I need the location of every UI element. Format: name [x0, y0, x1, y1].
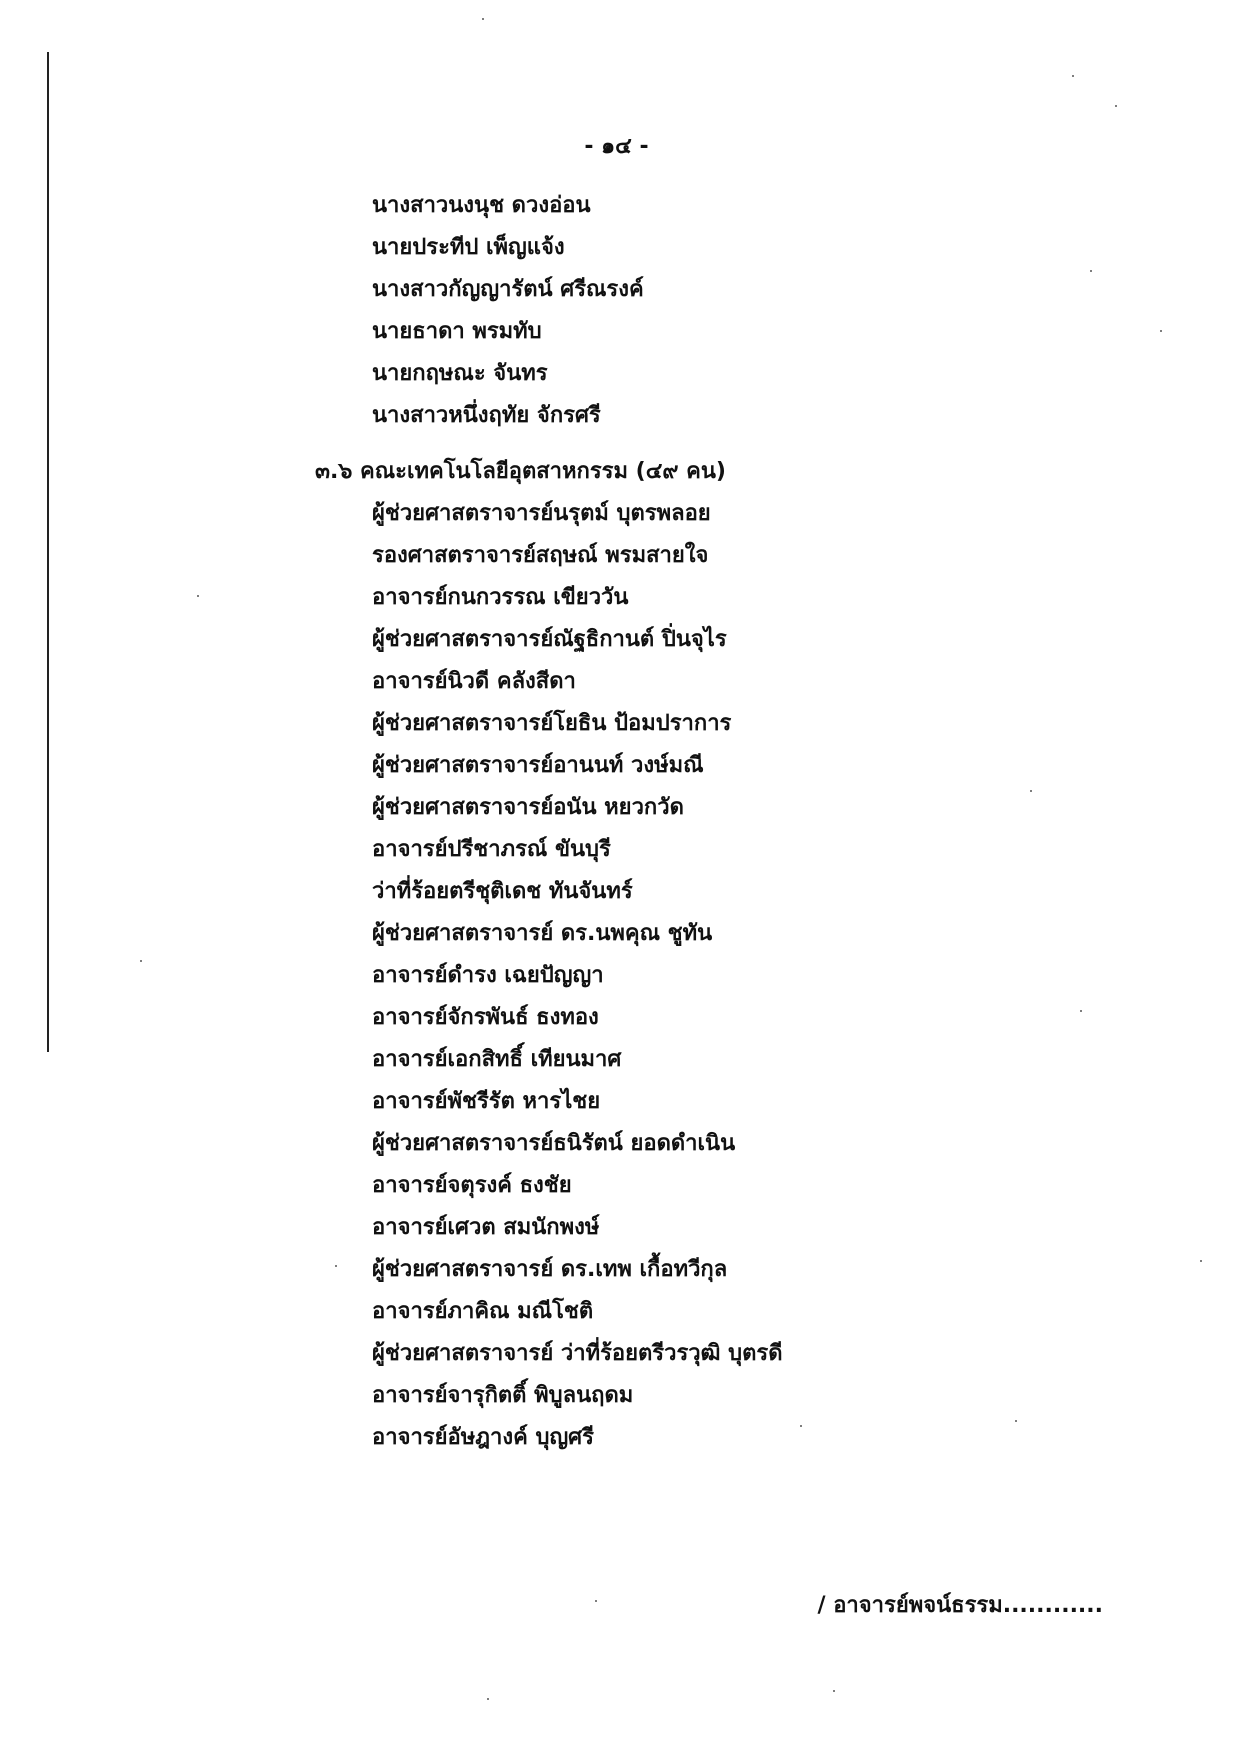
scan-speck [1160, 330, 1162, 332]
scan-speck [1115, 105, 1117, 107]
name-line: อาจารย์พัชรีรัต หารไชย [372, 1089, 601, 1114]
name-line: ผู้ช่วยศาสตราจารย์อนัน หยวกวัด [372, 795, 684, 820]
name-line: อาจารย์นิวดี คลังสีดา [372, 669, 576, 694]
scan-speck [1030, 790, 1032, 792]
name-line: รองศาสตราจารย์สฤษณ์ พรมสายใจ [372, 543, 709, 568]
name-line: ผู้ช่วยศาสตราจารย์ ดร.เทพ เกื้อทวีกุล [372, 1257, 728, 1282]
footer-continuation: / อาจารย์พจน์ธรรม............ [817, 1593, 1103, 1618]
name-line: นางสาวหนึ่งฤทัย จักรศรี [372, 403, 601, 428]
name-line: ผู้ช่วยศาสตราจารย์นรุตม์ บุตรพลอย [372, 501, 711, 526]
name-line: นายกฤษณะ จันทร [372, 361, 548, 386]
scan-speck [335, 1265, 337, 1267]
name-line: นายธาดา พรมทับ [372, 319, 542, 344]
name-line: ผู้ช่วยศาสตราจารย์อานนท์ วงษ์มณี [372, 753, 704, 778]
name-line: อาจารย์จักรพันธ์ ธงทอง [372, 1005, 599, 1030]
scan-speck [197, 595, 199, 597]
name-line: อาจารย์ภาคิณ มณีโชติ [372, 1299, 594, 1324]
name-line: อาจารย์จตุรงค์ ธงชัย [372, 1173, 572, 1198]
page-number: - ๑๔ - [584, 134, 649, 159]
scan-speck [482, 18, 484, 20]
scan-speck [833, 1690, 835, 1692]
name-line: ผู้ช่วยศาสตราจารย์โยธิน ป้อมปราการ [372, 711, 732, 736]
scan-speck [595, 1600, 597, 1602]
name-line: อาจารย์ปรีชาภรณ์ ขันบุรี [372, 837, 611, 862]
scan-speck [1200, 1260, 1202, 1262]
scan-speck [800, 1425, 802, 1427]
name-line: นางสาวนงนุช ดวงอ่อน [372, 193, 591, 218]
scan-speck [1072, 75, 1074, 77]
name-line: อาจารย์เศวต สมนักพงษ์ [372, 1215, 600, 1240]
name-line: อาจารย์เอกสิทธิ์ เทียนมาศ [372, 1047, 622, 1072]
scan-speck [487, 1698, 489, 1700]
name-line: ผู้ช่วยศาสตราจารย์ ดร.นพคุณ ชูทัน [372, 921, 713, 946]
name-line: นายประทีป เพ็ญแจ้ง [372, 235, 565, 260]
scan-speck [140, 960, 142, 962]
name-line: นางสาวกัญญารัตน์ ศรีณรงค์ [372, 277, 644, 302]
left-margin-line [47, 52, 49, 1052]
name-line: ผู้ช่วยศาสตราจารย์ธนิรัตน์ ยอดดำเนิน [372, 1131, 736, 1156]
scan-speck [1015, 1420, 1017, 1422]
name-line: ผู้ช่วยศาสตราจารย์ ว่าที่ร้อยตรีวรวุฒิ บุตรดี [372, 1341, 783, 1366]
scan-speck [1080, 1010, 1082, 1012]
name-line: ผู้ช่วยศาสตราจารย์ณัฐธิกานต์ ปิ่นจุไร [372, 627, 727, 652]
name-line: อาจารย์กนกวรรณ เขียววัน [372, 585, 629, 610]
section-heading: ๓.๖ คณะเทคโนโลยีอุตสาหกรรม (๔๙ คน) [315, 459, 726, 484]
name-line: ว่าที่ร้อยตรีชุติเดช ทันจันทร์ [372, 879, 633, 904]
scan-speck [1090, 270, 1092, 272]
name-line: อาจารย์ดำรง เฉยปัญญา [372, 963, 604, 988]
name-line: อาจารย์จารุกิตติ์ พิบูลนฤดม [372, 1383, 634, 1408]
name-line: อาจารย์อัษฎางค์ บุญศรี [372, 1425, 594, 1450]
